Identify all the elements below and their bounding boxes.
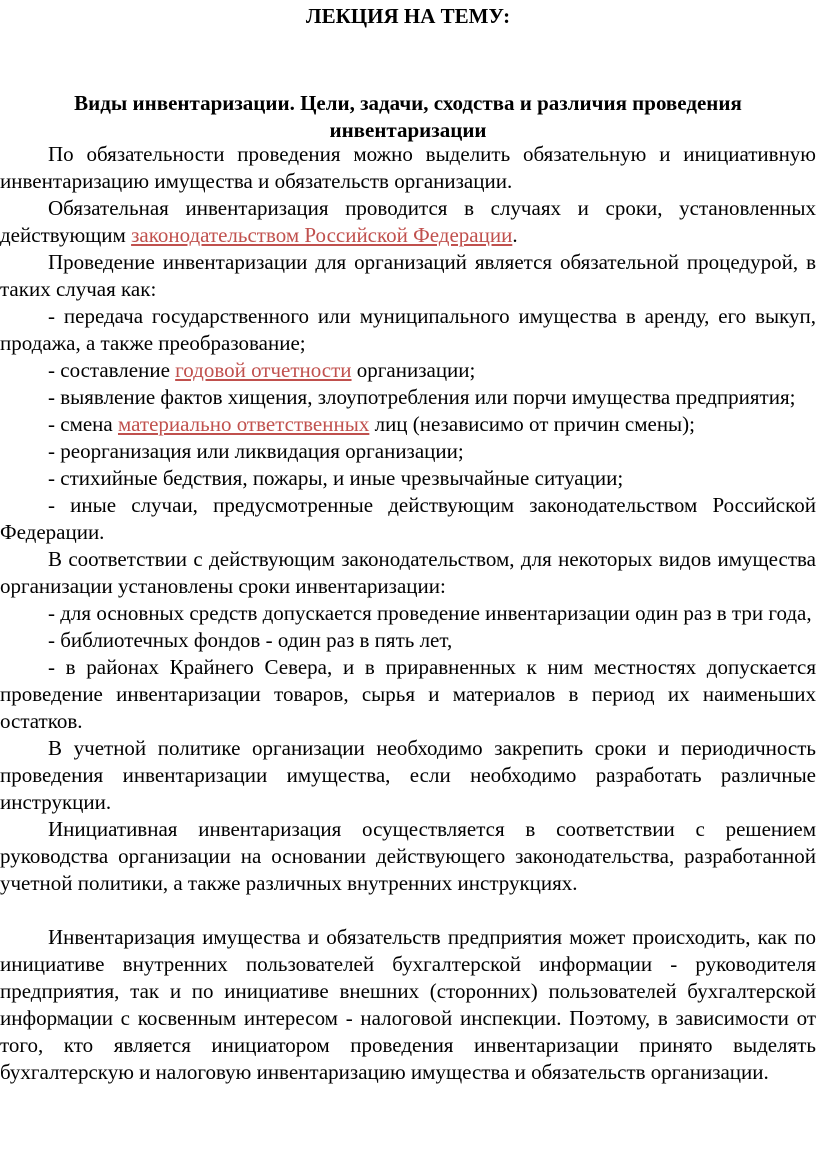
- list-item: - в районах Крайнего Севера, и в приравненных к ним местностях допускается проведение инвентаризации товаров, сырья и материалов в период их наименьших остатков.: [0, 655, 816, 733]
- page-heading: ЛЕКЦИЯ НА ТЕМУ:: [305, 4, 511, 28]
- paragraph-text: организации;: [351, 358, 476, 382]
- list-item: - библиотечных фондов - один раз в пять лет,: [48, 628, 453, 652]
- list-item: - выявление фактов хищения, злоупотребления или порчи имущества предприятия;: [48, 385, 796, 409]
- lecture-title-line-2: инвентаризации: [329, 118, 487, 142]
- paragraph: В учетной политике организации необходимо закрепить сроки и периодичность проведения инвентаризации имущества, если необходимо разработать различные инструкции.: [0, 736, 816, 814]
- list-item: [0, 411, 816, 438]
- blank-line: [0, 897, 816, 924]
- paragraph: Проведение инвентаризации для организаций является обязательной процедурой, в таких случая как:: [0, 250, 816, 301]
- paragraph-text: лиц (независимо от причин смены);: [369, 412, 695, 436]
- paragraph: В соответствии с действующим законодательством, для некоторых видов имущества организации установлены сроки инвентаризации:: [0, 547, 816, 598]
- list-item: - передача государственного или муниципального имущества в аренду, его выкуп, продажа, а также преобразование;: [0, 304, 816, 355]
- paragraph: По обязательности проведения можно выделить обязательную и инициативную инвентаризацию имущества и обязательств организации.: [0, 142, 816, 193]
- document-body: [0, 141, 816, 1086]
- financially-responsible-link[interactable]: материально ответственных: [117, 412, 370, 436]
- lecture-title-line-1: Виды инвентаризации. Цели, задачи, сходства и различия проведения: [74, 91, 742, 115]
- paragraph-text: Обязательная инвентаризация проводится в случаях и сроки, установленных действующим: [0, 196, 816, 247]
- list-item: - реорганизация или ликвидация организации;: [48, 439, 464, 463]
- paragraph: Инициативная инвентаризация осуществляется в соответствии с решением руководства организации на основании действующего законодательства, разработанной учетной политики, а также различных внутренних инструкциях.: [0, 817, 816, 895]
- list-item: - иные случаи, предусмотренные действующим законодательством Российской Федерации.: [0, 493, 816, 544]
- list-item: - стихийные бедствия, пожары, и иные чрезвычайные ситуации;: [48, 466, 624, 490]
- annual-reporting-link[interactable]: годовой отчетности: [175, 358, 352, 382]
- paragraph: Инвентаризация имущества и обязательств предприятия может происходить, как по инициативе внутренних пользователей бухгалтерской информации - руководителя предприятия, так и по инициативе внешних (сторонних) пользователей бухгалтерской информации с косвенным интересом - налоговой инспекции. Поэтому, в зависимости от того, кто является инициатором проведения инвентаризации принято выделять бухгалтерскую и налоговую инвентаризацию имущества и обязательств организации.: [0, 925, 816, 1084]
- paragraph-text: - смена: [48, 412, 118, 436]
- paragraph-text: - составление: [48, 358, 176, 382]
- lecture-title: [0, 90, 816, 144]
- legislation-link[interactable]: законодательством Российской Федерации: [131, 223, 513, 247]
- paragraph-text: .: [512, 223, 518, 247]
- list-item: [0, 357, 816, 384]
- paragraph: [0, 195, 816, 249]
- list-item: - для основных средств допускается проведение инвентаризации один раз в три года,: [48, 601, 812, 625]
